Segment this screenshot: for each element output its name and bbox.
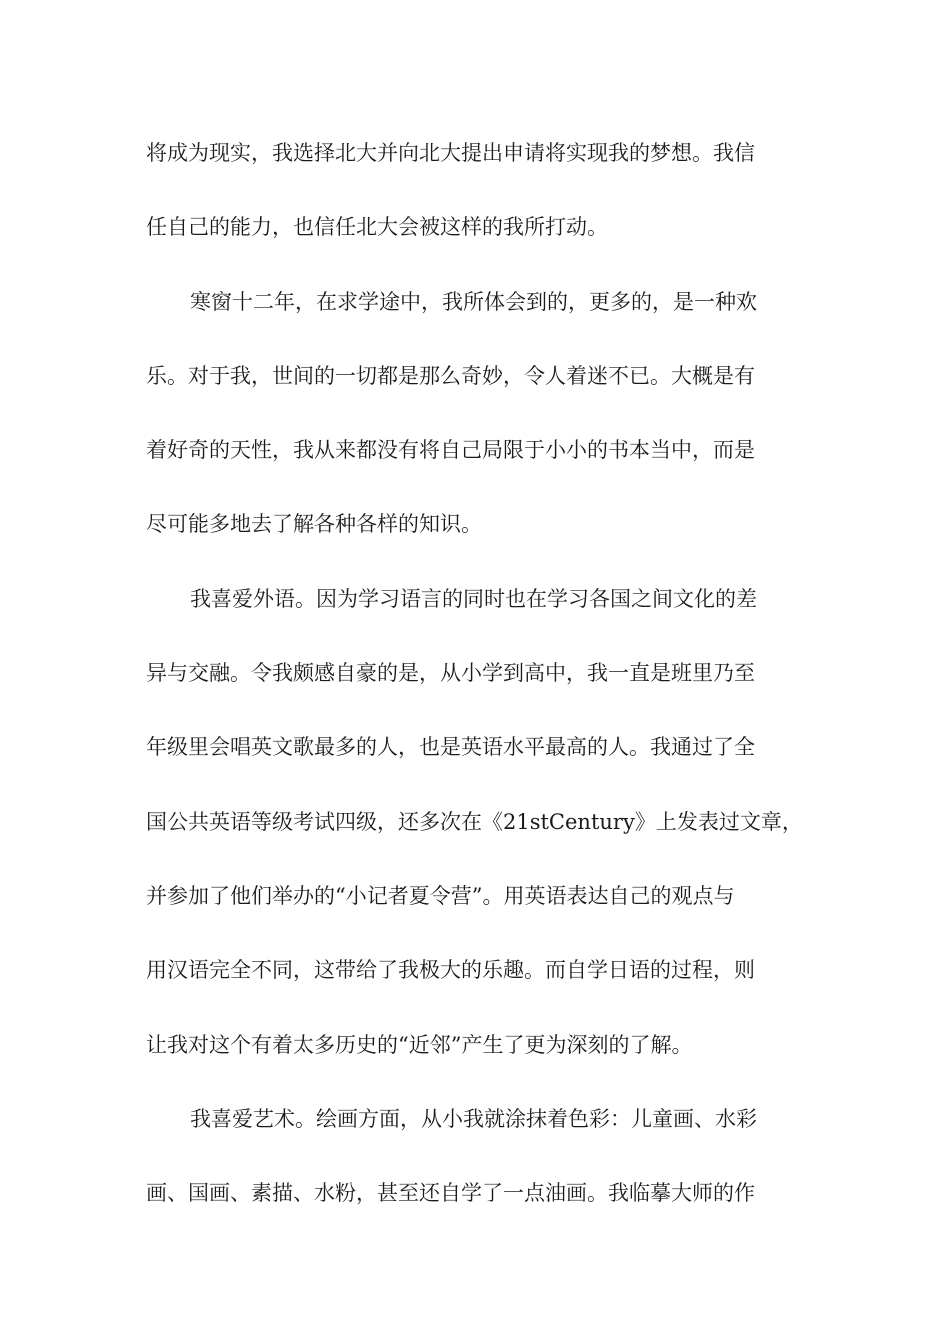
text-line: 将成为现实，我选择北大并向北大提出申请将实现我的梦想。我信 — [146, 141, 755, 165]
text-line: 尽可能多地去了解各种各样的知识。 — [146, 512, 482, 537]
text-line: 并参加了他们举办的“小记者夏令营”。用英语表达自己的观点与 — [146, 883, 735, 908]
text-line: 年级里会唱英文歌最多的人，也是英语水平最高的人。我通过了全 — [146, 735, 755, 760]
text-line: 着好奇的天性，我从来都没有将自己局限于小小的书本当中，而是 — [146, 438, 755, 463]
text-line: 任自己的能力，也信任北大会被这样的我所打动。 — [146, 215, 608, 240]
paragraph-start-line: 我喜爱艺术。绘画方面，从小我就涂抹着色彩：儿童画、水彩 — [190, 1106, 757, 1131]
text-line: 让我对这个有着太多历史的“近邻”产生了更为深刻的了解。 — [146, 1032, 693, 1057]
paragraph-start-line: 寒窗十二年，在求学途中，我所体会到的，更多的，是一种欢 — [190, 289, 757, 314]
document-body — [146, 130, 810, 1244]
text-line: 异与交融。令我颇感自豪的是，从小学到高中，我一直是班里乃至 — [146, 661, 755, 686]
paragraph-start-line: 我喜爱外语。因为学习语言的同时也在学习各国之间文化的差 — [190, 586, 757, 611]
text-line: 国公共英语等级考试四级，还多次在《21stCentury》上发表过文章， — [146, 809, 803, 834]
text-line: 画、国画、素描、水粉，甚至还自学了一点油画。我临摹大师的作 — [146, 1181, 755, 1206]
text-line: 用汉语完全不同，这带给了我极大的乐趣。而自学日语的过程，则 — [146, 958, 755, 983]
text-line: 乐。对于我，世间的一切都是那么奇妙，令人着迷不已。大概是有 — [146, 363, 755, 388]
